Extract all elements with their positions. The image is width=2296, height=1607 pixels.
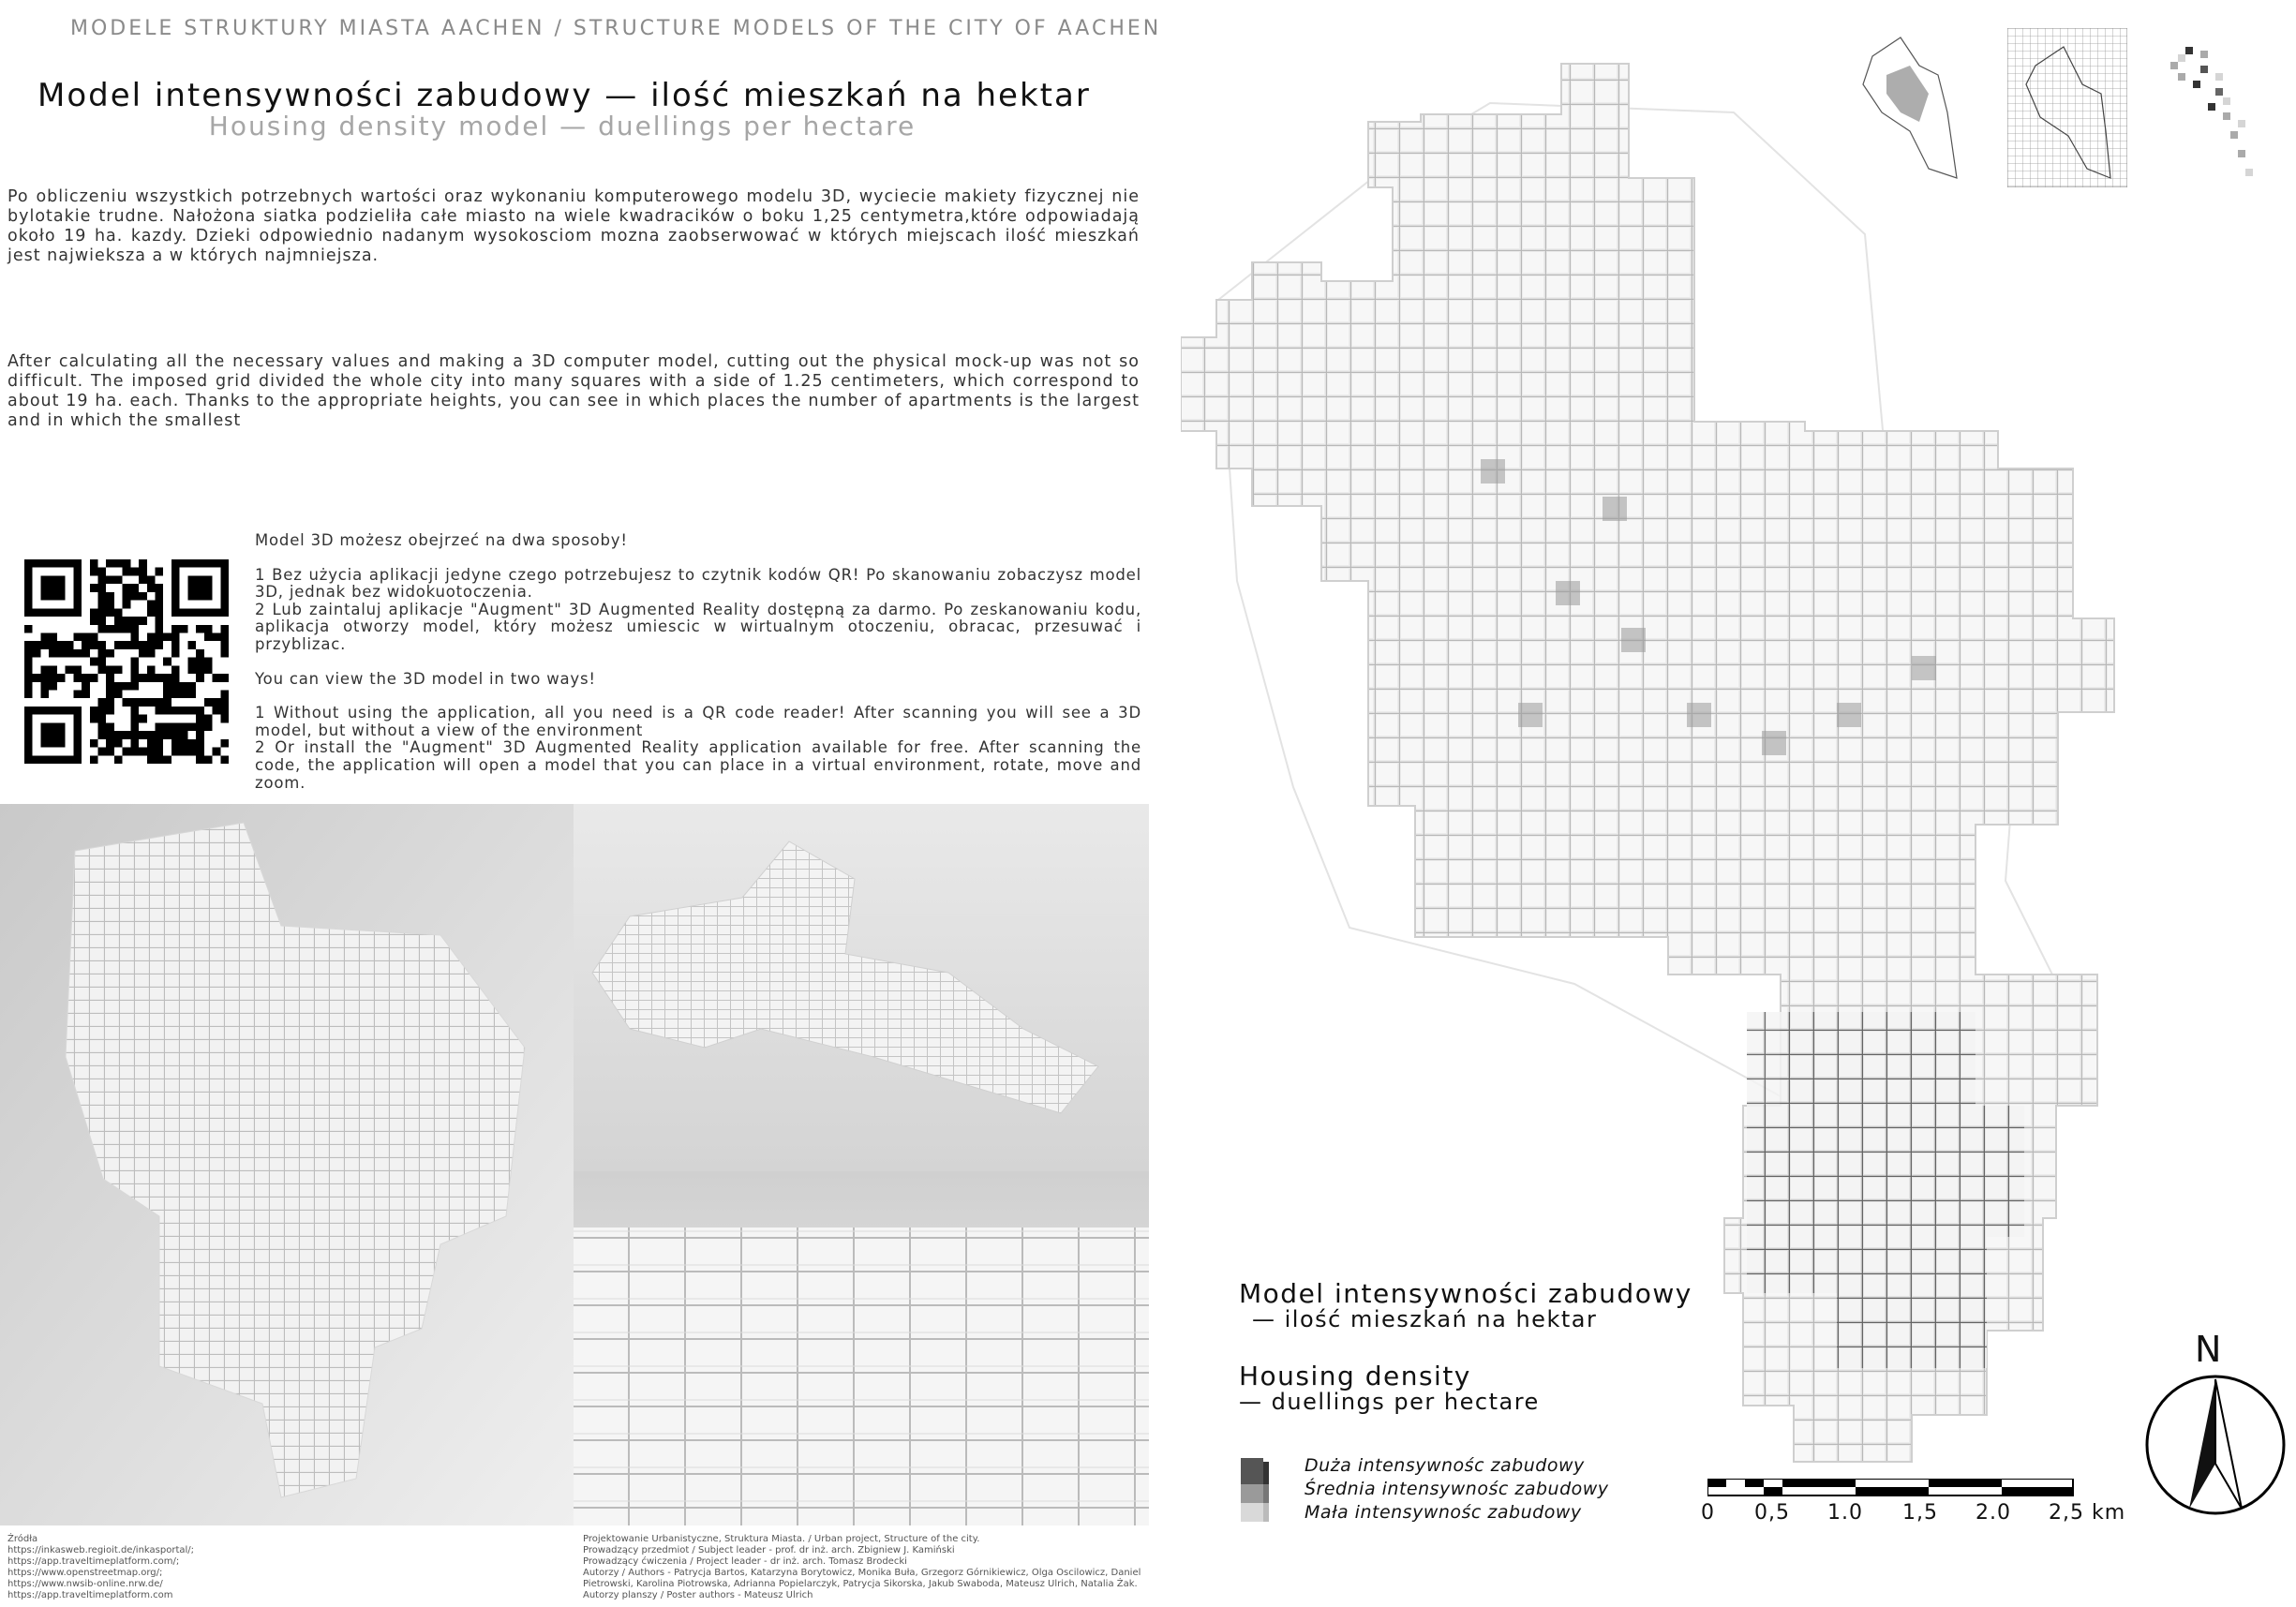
paragraph-english: After calculating all the necessary values and making a 3D computer model, cutting out the physical mock-up was not so difficult. The imposed grid divided the whole city into many squares with a side of 1.25 centimeters, which correspond to about 19 ha. each. Thanks to the appropriate heights, you can see in which places the number of apartments is the largest and in which the smallest	[7, 352, 1140, 430]
qr-step2-en: 2 Or install the "Augment" 3D Augmented Reality application available for free. After scanning the code, the application will open a model that you can place in a virtual environment, rotate, move and zoom.	[255, 738, 1141, 792]
thumbnail-grid-map	[2007, 28, 2127, 187]
qr-intro-en: You can view the 3D model in two ways!	[255, 669, 596, 688]
north-label: N	[2195, 1329, 2222, 1370]
qr-step2-pl: 2 Lub zaintaluj aplikacje "Augment" 3D Augmented Reality dostępną za darmo. Po zeskanowaniu kodu, aplikacja otworzy model, który możesz umiescic w wirtualnym otoczeniu, obracac, przesuwać i przyblizac.	[255, 600, 1141, 653]
legend-title-en: Housing density	[1239, 1361, 1471, 1391]
sources	[7, 1534, 570, 1601]
thumbnail-density-map	[2157, 28, 2260, 187]
qr-code[interactable]	[24, 555, 229, 768]
paragraph-polish: Po obliczeniu wszystkich potrzebnych wartości oraz wykonaniu komputerowego modelu 3D, wyciecie makiety fizycznej nie bylotakie trudne. Nałożona siatka podzieliła całe miasto na wiele kwadracików o boku 1,25 centymetra,które odpowiadają około 19 ha. kazdy. Dzieki odpowiednio nadanym wysokosciom mozna zaobserwować w których miejscach ilość mieszkań jest najwieksza a w których najmniejsza.	[7, 187, 1140, 265]
legend-subtitle-en: — duellings per hectare	[1239, 1389, 1540, 1415]
scale-tick-0-5: 0,5	[1754, 1501, 1790, 1525]
credit-line: Projektowanie Urbanistyczne, Struktura Miasta. / Urban project, Structure of the city.	[583, 1534, 980, 1544]
legend-subtitle-pl: — ilość mieszkań na hektar	[1252, 1306, 1598, 1332]
qr-intro-pl: Model 3D możesz obejrzeć na dwa sposoby!	[255, 531, 628, 549]
credits	[583, 1534, 1145, 1601]
scale-tick-2-0: 2.0	[1975, 1501, 2011, 1525]
credit-line: Autorzy / Authors - Patrycja Bartos, Katarzyna Borytowicz, Monika Buła, Grzegorz Górnikiewicz, Olga Oscilowicz, Daniel Pietrowski, Karolina Piotrowska, Adrianna Popielarczyk, Patrycja Sikorska, Jakub Swaboda, Mateusz Ulrich, Natalia Żak.	[583, 1568, 1141, 1589]
model-photo-top-right	[574, 804, 1149, 1171]
credit-line: Prowadzący przedmiot / Subject leader - prof. dr inż. arch. Zbigniew J. Kamiński	[583, 1545, 955, 1555]
legend-item-high: Duża intensywnośc zabudowy	[1305, 1455, 1585, 1476]
title-polish: Model intensywności zabudowy — ilość mieszkań na hektar	[37, 77, 1091, 114]
source-link[interactable]: https://www.nwsib-online.nrw.de/	[7, 1579, 163, 1589]
qr-step1-pl: 1 Bez użycia aplikacji jedyne czego potrzebujesz to czytnik kodów QR! Po skanowaniu zobaczysz model 3D, jednak bez widokuotoczenia.	[255, 565, 1141, 602]
sources-label: Źródła	[7, 1534, 38, 1544]
source-link[interactable]: https://www.openstreetmap.org/;	[7, 1568, 163, 1578]
scale-tick-0: 0	[1701, 1501, 1715, 1525]
source-link[interactable]: https://app.traveltimeplatform.com	[7, 1590, 173, 1600]
credit-line: Prowadzący ćwiczenia / Project leader - dr inż. arch. Tomasz Brodecki	[583, 1556, 907, 1567]
source-link[interactable]: https://inkasweb.regioit.de/inkasportal/;	[7, 1545, 195, 1555]
legend-title-pl: Model intensywności zabudowy	[1239, 1278, 1692, 1309]
model-photo-large	[0, 804, 574, 1525]
title-english: Housing density model — duellings per hectare	[208, 111, 917, 141]
thumbnail-city-map	[1854, 28, 1966, 187]
qr-instructions	[255, 532, 1141, 792]
qr-step1-en: 1 Without using the application, all you need is a QR code reader! After scanning you will see a 3D model, but without a view of the environment	[255, 704, 1141, 739]
model-photo-bottom-right	[574, 1171, 1149, 1525]
legend-height-icon	[1237, 1458, 1271, 1525]
legend-item-low: Mała intensywnośc zabudowy	[1305, 1502, 1582, 1523]
density-model-top-view	[1181, 56, 2230, 1481]
scale-tick-1-0: 1.0	[1827, 1501, 1863, 1525]
north-arrow-icon	[2144, 1374, 2287, 1516]
scale-bar	[1707, 1479, 2075, 1497]
scale-tick-2-5-km: 2,5 km	[2049, 1501, 2126, 1525]
source-link[interactable]: https://app.traveltimeplatform.com/;	[7, 1556, 180, 1567]
legend-item-medium: Średnia intensywnośc zabudowy	[1305, 1479, 1609, 1499]
credit-line: Autorzy planszy / Poster authors - Mateusz Ulrich	[583, 1590, 813, 1600]
poster-header: MODELE STRUKTURY MIASTA AACHEN / STRUCTURE MODELS OF THE CITY OF AACHEN	[70, 17, 1162, 40]
scale-tick-1-5: 1,5	[1902, 1501, 1938, 1525]
